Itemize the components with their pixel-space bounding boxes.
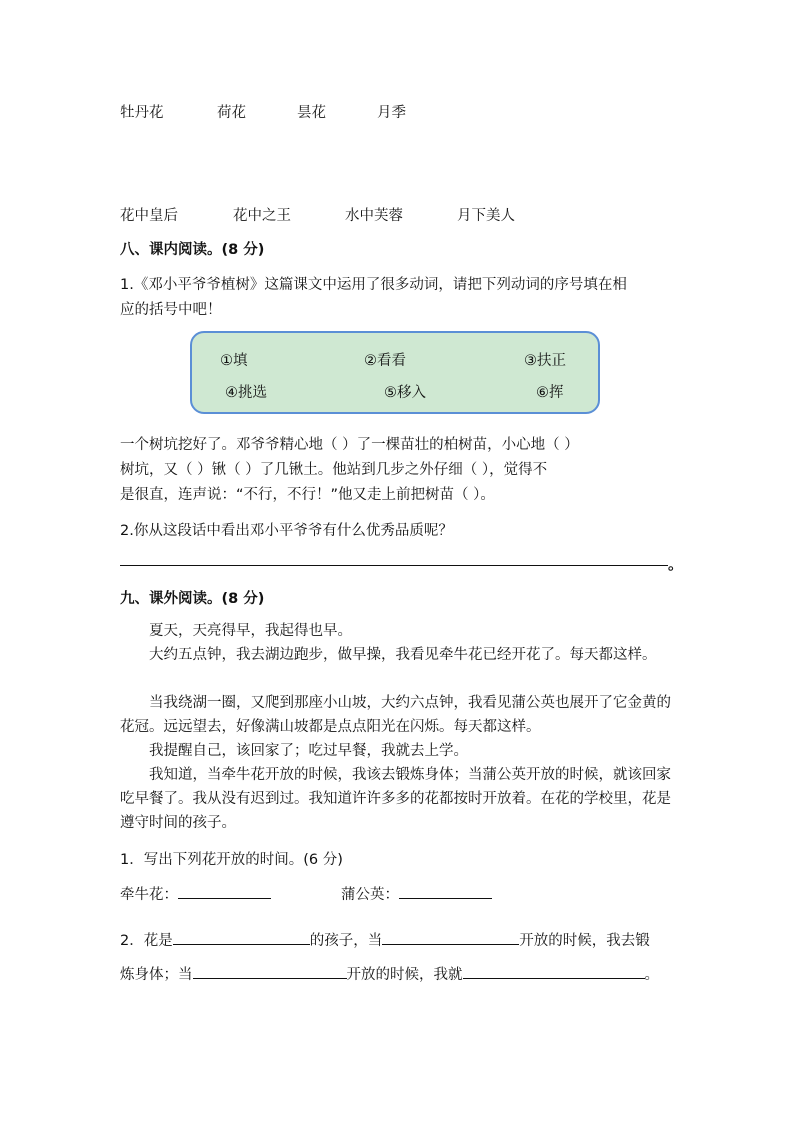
flower-word: 昙花 <box>297 105 326 121</box>
q2-text: 2．花是 <box>120 933 173 949</box>
q2-blank-4[interactable] <box>463 964 645 979</box>
flower-word: 月季 <box>377 105 406 121</box>
verb-option: ①填 <box>220 353 248 369</box>
verb-option: ⑥挥 <box>536 385 564 401</box>
morning-glory-blank[interactable] <box>178 884 271 899</box>
reading-paragraph: 大约五点钟，我去湖边跑步，做早操，我看见牵牛花已经开花了。每天都这样。 <box>149 647 657 663</box>
flower-word: 牡丹花 <box>120 105 164 121</box>
answer-row-q1b <box>341 883 492 904</box>
q2-text: 。 <box>644 967 659 983</box>
nickname-word: 水中芙蓉 <box>345 208 403 224</box>
reading-question-1: 1．写出下列花开放的时间。(6 分) <box>120 852 343 868</box>
verb-options-box <box>190 331 600 414</box>
reading-paragraph: 我知道，当牵牛花开放的时候，我该去锻炼身体；当蒲公英开放的时候，就该回家吃早餐了。我从没有迟到过。我知道许许多多的花都按时开放着。在花的学校里，花是遵守时间的孩子。 <box>120 767 671 831</box>
q2-text: 开放的时候，我去锻 <box>519 933 650 949</box>
q2-text: 炼身体；当 <box>120 967 193 983</box>
q2-text: 开放的时候，我就 <box>346 967 463 983</box>
reading-paragraph: 当我绕湖一圈，又爬到那座小山坡，大约六点钟，我看见蒲公英也展开了它金黄的花冠。远远望去，好像满山坡都是点点阳光在闪烁。每天都这样。 <box>120 695 671 735</box>
q2-blank-2[interactable] <box>382 930 519 945</box>
dandelion-label: 蒲公英： <box>341 887 399 903</box>
verb-option: ⑤移入 <box>384 385 426 401</box>
answer-line[interactable] <box>120 565 668 566</box>
dandelion-blank[interactable] <box>399 884 492 899</box>
question-1-text: 1.《邓小平爷爷植树》这篇课文中运用了很多动词，请把下列动词的序号填在相 <box>120 277 627 293</box>
answer-row-q1 <box>120 883 271 904</box>
verb-option: ④挑选 <box>225 385 267 401</box>
section-9-title: 九、课外阅读。(8 分) <box>120 591 265 607</box>
section-8-title: 八、课内阅读。(8 分) <box>120 242 265 258</box>
verb-option: ②看看 <box>364 353 406 369</box>
reading-question-2-cont <box>120 963 659 984</box>
passage-line: 是很直，连声说：“不行，不行！”他又走上前把树苗（ ）。 <box>120 487 495 503</box>
reading-question-2 <box>120 929 650 950</box>
nickname-word: 月下美人 <box>457 208 515 224</box>
morning-glory-label: 牵牛花： <box>120 887 178 903</box>
flower-word: 荷花 <box>217 105 246 121</box>
verb-option: ③扶正 <box>524 353 566 369</box>
nickname-word: 花中之王 <box>233 208 291 224</box>
q2-blank-1[interactable] <box>173 930 310 945</box>
question-1-text-cont: 应的括号中吧！ <box>120 302 222 318</box>
question-2-text: 2.你从这段话中看出邓小平爷爷有什么优秀品质呢？ <box>120 523 453 539</box>
passage-line: 一个树坑挖好了。邓爷爷精心地（ ）了一棵苗壮的柏树苗，小心地（ ） <box>120 437 579 453</box>
nickname-word: 花中皇后 <box>120 208 178 224</box>
passage-line: 树坑，又（ ）锹（ ）了几锹土。他站到几步之外仔细（ ），觉得不 <box>120 462 548 478</box>
q2-text: 的孩子，当 <box>309 933 383 949</box>
answer-end-mark: 。 <box>668 555 684 573</box>
q2-blank-3[interactable] <box>193 964 347 979</box>
reading-paragraph: 我提醒自己，该回家了；吃过早餐，我就去上学。 <box>149 743 468 759</box>
reading-paragraph: 夏天，天亮得早，我起得也早。 <box>149 623 352 639</box>
